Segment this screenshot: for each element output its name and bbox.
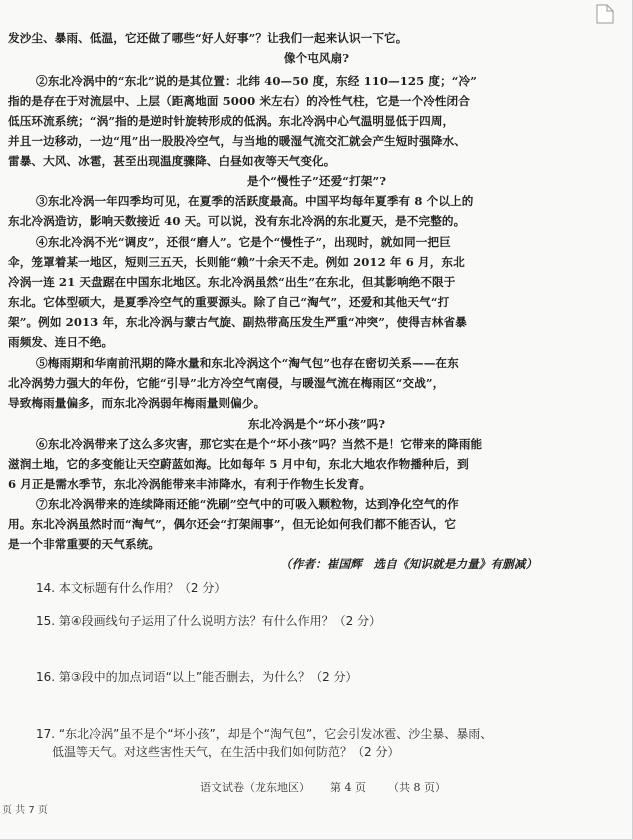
section-heading: 像个屯风扇? [283,51,350,65]
footer-exam-title: 语文试卷（龙东地区） [200,781,310,794]
passage-line: 东北。它体型硕大，是夏季冷空气的重要源头。除了自己“淘气”，还爱和其他天气“打 [8,295,450,309]
passage-line: 雷暴、大风、冰雹，甚至出现温度骤降、白昼如夜等天气变化。 [8,154,336,168]
passage-line: 低压环流系统；“涡”指的是逆时针旋转形成的低涡。东北冷涡中心气温明显低于四周， [8,114,455,128]
passage-line: ③东北冷涡一年四季均可见，在夏季的活跃度最高。中国平均每年夏季有 8 个以上的 [36,194,474,208]
question-16: 16. 第③段中的加点词语“以上”能否删去，为什么？（2 分） [36,670,358,684]
passage-line: 滋润土地，它的多变能让天空蔚蓝如海。比如每年 5 月中旬，东北大地农作物播种后，到 [8,457,469,471]
section-heading: 是个“慢性子”还爱“打架”? [246,174,387,188]
section-heading: 东北冷涡是个“坏小孩”吗? [247,417,386,431]
passage-line: ②东北冷涡中的“东北”说的是其位置：北纬 40—50 度，东经 110—125 度；“冷” [36,74,478,88]
passage-line: ⑤梅雨期和华南前汛期的降水量和东北冷涡这个“淘气包”也存在密切关系——在东 [36,356,459,370]
question-14: 14. 本文标题有什么作用？（2 分） [36,581,227,595]
passage-line: ⑦东北冷涡带来的连续降雨还能“洗刷”空气中的可吸入颗粒物，达到净化空气的作 [36,497,459,511]
passage-line: 伞，笼罩着某一地区，短则三五天，长则能“赖”十余天不走。例如 2012 年 6 月，东北 [8,255,465,269]
article-source: （作者：崔国辉 选自《知识就是力量》有删减） [280,557,538,571]
passage-line: 冷涡一连 21 天盘踞在中国东北地区。东北冷涡虽然“出生”在东北，但其影响绝不限于 [8,275,456,289]
passage-line: 用。东北冷涡虽然时而“淘气”，偶尔还会“打架闹事”，但无论如何我们都不能否认，它 [8,517,457,531]
passage-line: 架”。例如 2013 年，东北冷涡与蒙古气旋、副热带高压发生严重“冲突”，使得吉林省暴 [8,315,467,329]
passage-line: 北冷涡势力强大的年份，它能“引导”北方冷空气南侵，与暖湿气流在梅雨区“交战”， [8,376,445,390]
passage-line: 指的是存在于对流层中、上层（距离地面 5000 米左右）的冷性气柱，它是一个冷性闭合 [8,94,470,108]
page-corner-icon [596,4,614,24]
question-17-continued: 低温等天气。对这些害性天气，在生活中我们如何防范？（2 分） [52,745,400,759]
footer-page-number: 第 4 页 [330,781,366,794]
passage-line: 是一个非常重要的天气系统。 [8,537,161,551]
passage-line: 发沙尘、暴雨、低温，它还做了哪些“好人好事”？让我们一起来认识一下它。 [8,31,408,45]
passage-line: 导致梅雨量偏多，而东北冷涡弱年梅雨量则偏少。 [8,396,266,410]
question-17: 17. “东北冷涡”虽不是个“坏小孩”，却是个“淘气包”，它会引发冰雹、沙尘暴、暴雨、 [36,727,493,741]
passage-line: 6 月正是需水季节，东北冷涡能带来丰沛降水，有利于作物生长发育。 [8,477,372,491]
footer-page-total: （共 8 页） [388,781,446,794]
passage-line: 并且一边移动，一边“甩”出一股股冷空气，与当地的暖湿气流交汇就会产生短时强降水、 [8,134,466,148]
passage-line: 雨频发、连日不绝。 [8,335,114,349]
passage-line: ④东北冷涡不光“调皮”，还很“磨人”。它是个“慢性子”，出现时，就如同一把巨 [36,235,451,249]
passage-line: 东北冷涡造访，影响天数接近 40 天。可以说，没有东北冷涡的东北夏天，是不完整的。 [8,214,466,228]
passage-line: ⑥东北冷涡带来了这么多灾害，那它实在是个“坏小孩”吗？当然不是！它带来的降雨能 [36,437,483,451]
question-15: 15. 第④段画线句子运用了什么说明方法？有什么作用？（2 分） [36,614,382,628]
viewer-page-indicator: 页 共 7 页 [2,805,48,816]
